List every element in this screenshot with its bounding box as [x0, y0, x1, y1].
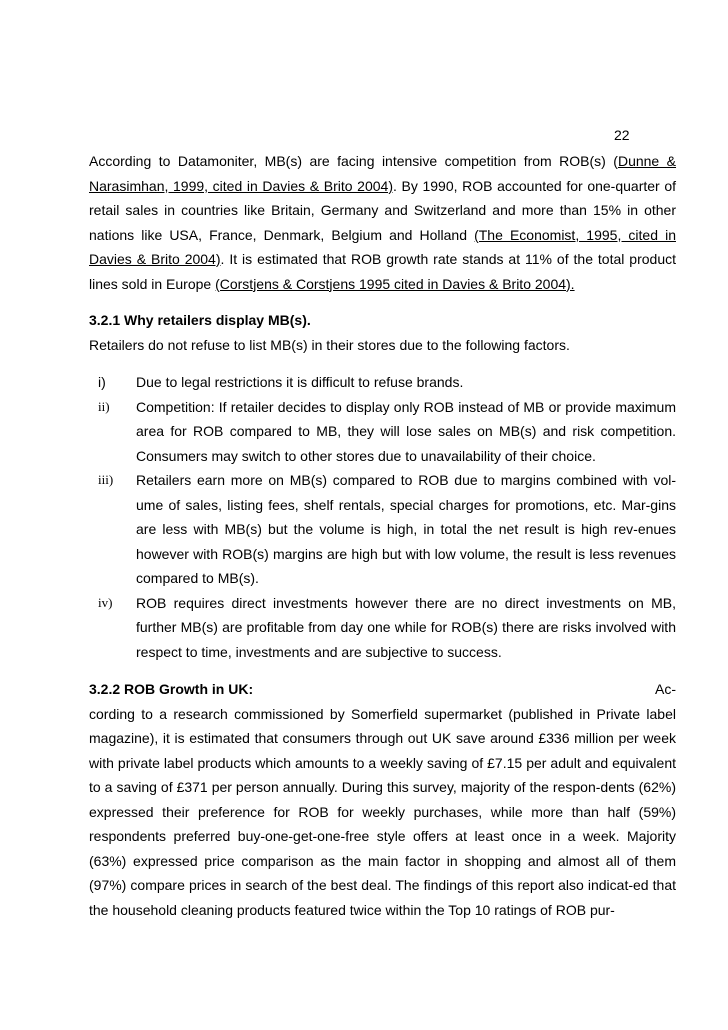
- intro-paragraph: [89, 149, 676, 296]
- list-marker: i): [98, 374, 106, 390]
- list-item-text: ROB requires direct investments however there are no direct investments on MB, further MB(s) are profitable from day one while for ROB(s) there are risks involved with respect to time, investments and are subjective to success.: [136, 594, 676, 660]
- section-322-heading: 3.2.2 ROB Growth in UK:: [89, 681, 254, 697]
- section-321-heading: 3.2.1 Why retailers display MB(s).: [89, 312, 311, 328]
- list-item-text: Competition: If retailer decides to display only ROB instead of MB or provide maximum area for ROB compared to MB, they will lose sales on MB(s) and risk competition. Consumers may switch to other stores due to unavailability of their choice.: [136, 398, 676, 464]
- factor-list: [89, 370, 676, 664]
- list-marker: iv): [98, 594, 113, 610]
- list-marker: iii): [98, 472, 114, 487]
- intro-text-1: According to Datamoniter, MB(s) are facing intensive competition from ROB(s) (: [89, 153, 618, 169]
- list-item: [89, 591, 676, 665]
- citation-economist: (The Economist, 1995, cited in Davies & Brito 2004): [89, 226, 676, 267]
- page-number: 22: [614, 127, 630, 143]
- document-body: [89, 149, 676, 922]
- list-item: [89, 370, 676, 395]
- list-item: [89, 468, 676, 591]
- list-item: [89, 395, 676, 469]
- section-322-carry-word: Ac-: [655, 681, 676, 697]
- section-321-lead: Retailers do not refuse to list MB(s) in their stores due to the following factors.: [89, 336, 570, 353]
- intro-text-3: . It is estimated that ROB growth rate stands at 11% of the total product lines sold in Europe: [89, 251, 676, 292]
- section-322-body: cording to a research commissioned by Somerfield supermarket (published in Private label magazine), it is estimated that consumers through out UK save around £336 million per week with private label products which amounts to a weekly saving of £7.15 per adult and equivalent to a saving of £371 per person annually. During this survey, majority of the respon-dents (62%) expressed their preference for ROB for weekly purchases, while more than half (59%) respondents preferred buy-one-get-one-free style offers at least once in a week. Majority (63%) expressed price comparison as the main factor in shopping and almost all of them (97%) compare prices in search of the best deal. The findings of this report also indicat-ed that the household cleaning products featured twice within the Top 10 ratings of ROB pur-: [89, 705, 676, 918]
- section-322-heading-line: [89, 677, 676, 702]
- citation-corstjens: (Corstjens & Corstjens 1995 cited in Davies & Brito 2004).: [215, 275, 575, 292]
- citation-dunne: Dunne & Narasimhan, 1999, cited in Davies & Brito 2004): [89, 153, 677, 194]
- intro-text-2: . By 1990, ROB accounted for one-quarter of retail sales in countries like Britain, Germany and Switzerland and more than 15% in other nations like USA, France, Denmark, Belgium and Holland: [89, 177, 676, 243]
- list-marker: ii): [98, 398, 110, 414]
- list-item-text: Retailers earn more on MB(s) compared to ROB due to margins combined with vol-ume of sales, listing fees, shelf rentals, special charges for promotions, etc. Mar-gins are less with MB(s) but the volume is high, in total the net result is high rev-enues however with ROB(s) margins are high but with low volume, the result is less revenues compared to MB(s).: [136, 472, 676, 586]
- list-item-text: Due to legal restrictions it is difficult to refuse brands.: [136, 374, 464, 390]
